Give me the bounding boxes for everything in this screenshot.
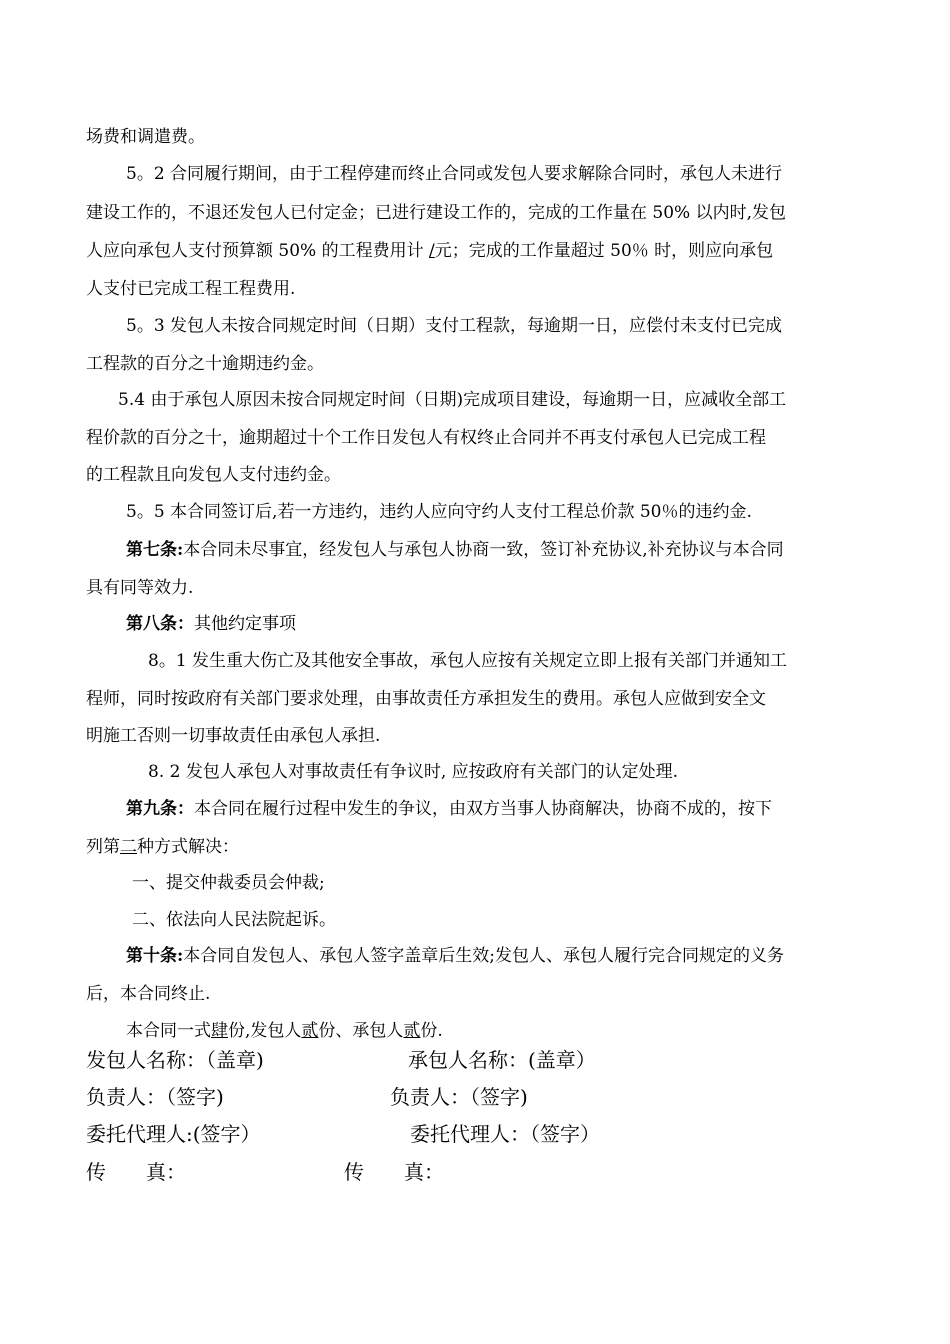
clause-8-2-line: 8. 2 发包人承包人对事故责任有争议时, 应按政府有关部门的认定处理.	[148, 762, 679, 782]
clause-5-2-line	[86, 241, 866, 261]
employer-name-field: 发包人名称：（盖章)	[86, 1048, 264, 1072]
clause-5-4-line: 的工程款且向发包人支付违约金。	[86, 465, 341, 485]
article-10-line: 后，本合同终止.	[86, 984, 211, 1004]
article-10-heading: 第十条:	[126, 946, 184, 966]
contractor-agent-field: 委托代理人：（签字）	[410, 1122, 600, 1146]
article-8-heading: 第八条：	[126, 614, 194, 634]
clause-5-3-line: 5。3 发包人未按合同规定时间（日期）支付工程款，每逾期一日，应偿付未支付已完成	[126, 316, 783, 336]
clause-5-2-line: 5。2 合同履行期间，由于工程停建而终止合同或发包人要求解除合同时，承包人未进行	[126, 164, 783, 184]
text-fragment: 本合同一式	[126, 1021, 211, 1041]
contractor-head-field: 负责人：（签字)	[390, 1085, 528, 1109]
article-9-heading: 第九条：	[126, 799, 194, 819]
copies-total-blank: 肆	[211, 1021, 228, 1041]
method-blank: 二	[120, 837, 137, 857]
clause-5-3-line: 工程款的百分之十逾期违约金。	[86, 354, 324, 374]
article-9-line	[126, 799, 906, 819]
dispute-option: 一、提交仲裁委员会仲裁;	[132, 873, 325, 893]
article-7-heading: 第七条:	[126, 540, 184, 560]
article-9-text: 本合同在履行过程中发生的争议，由双方当事人协商解决，协商不成的，按下	[194, 799, 772, 819]
copies-contractor-blank: 贰	[403, 1021, 421, 1041]
clause-5-2-line: 人支付已完成工程工程费用.	[86, 279, 296, 299]
article-8-line	[126, 614, 906, 634]
text-fragment: 元；完成的工作量超过 50％ 时，则应向承包	[434, 241, 774, 261]
text-fragment: 人应向承包人支付预算额 50% 的工程费用计	[86, 241, 429, 261]
text-fragment: 份.	[420, 1021, 443, 1041]
clause-5-5-line: 5。5 本合同签订后,若一方违约，违约人应向守约人支付工程总价款 50％的违约金.	[126, 502, 752, 522]
copies-line	[126, 1021, 906, 1041]
clause-5-4-line: 5.4 由于承包人原因未按合同规定时间（日期)完成项目建设，每逾期一日，应减收全部工	[118, 390, 787, 410]
article-7-text: 本合同未尽事宜，经发包人与承包人协商一致，签订补充协议,补充协议与本合同	[183, 540, 784, 560]
employer-fax-field: 传 真：	[86, 1160, 186, 1184]
article-7-line	[126, 540, 906, 560]
employer-agent-field: 委托代理人:(签字）	[86, 1122, 261, 1146]
amount-blank: /	[429, 241, 435, 261]
text-fragment: 份、承包人	[318, 1021, 404, 1041]
clause-8-1-line: 8。1 发生重大伤亡及其他安全事故，承包人应按有关规定立即上报有关部门并通知工	[148, 651, 788, 671]
copies-employer-blank: 贰	[301, 1021, 319, 1041]
article-7-line: 具有同等效力.	[86, 578, 194, 598]
text-fragment: 份,发包人	[228, 1021, 302, 1041]
clause-8-1-line: 程师，同时按政府有关部门要求处理，由事故责任方承担发生的费用。承包人应做到安全文	[86, 689, 766, 709]
paragraph-line: 场费和调遣费。	[86, 127, 205, 147]
text-fragment: 种方式解决：	[137, 837, 239, 857]
clause-5-4-line: 程价款的百分之十，逾期超过十个工作日发包人有权终止合同并不再支付承包人已完成工程	[86, 428, 766, 448]
employer-head-field: 负责人：（签字)	[86, 1085, 224, 1109]
article-9-line	[86, 837, 866, 857]
article-10-text: 本合同自发包人、承包人签字盖章后生效;发包人、承包人履行完合同规定的义务	[183, 946, 785, 966]
article-8-text: 其他约定事项	[194, 614, 296, 634]
contractor-name-field: 承包人名称：(盖章）	[408, 1048, 596, 1072]
contractor-fax-field: 传 真：	[344, 1160, 444, 1184]
article-10-line	[126, 946, 906, 966]
text-fragment: 列第	[86, 837, 120, 857]
clause-5-2-line: 建设工作的，不退还发包人已付定金；已进行建设工作的，完成的工作量在 50% 以内时,发包	[86, 203, 786, 223]
clause-8-1-line: 明施工否则一切事故责任由承包人承担.	[86, 726, 381, 746]
dispute-option: 二、依法向人民法院起诉。	[132, 910, 336, 930]
